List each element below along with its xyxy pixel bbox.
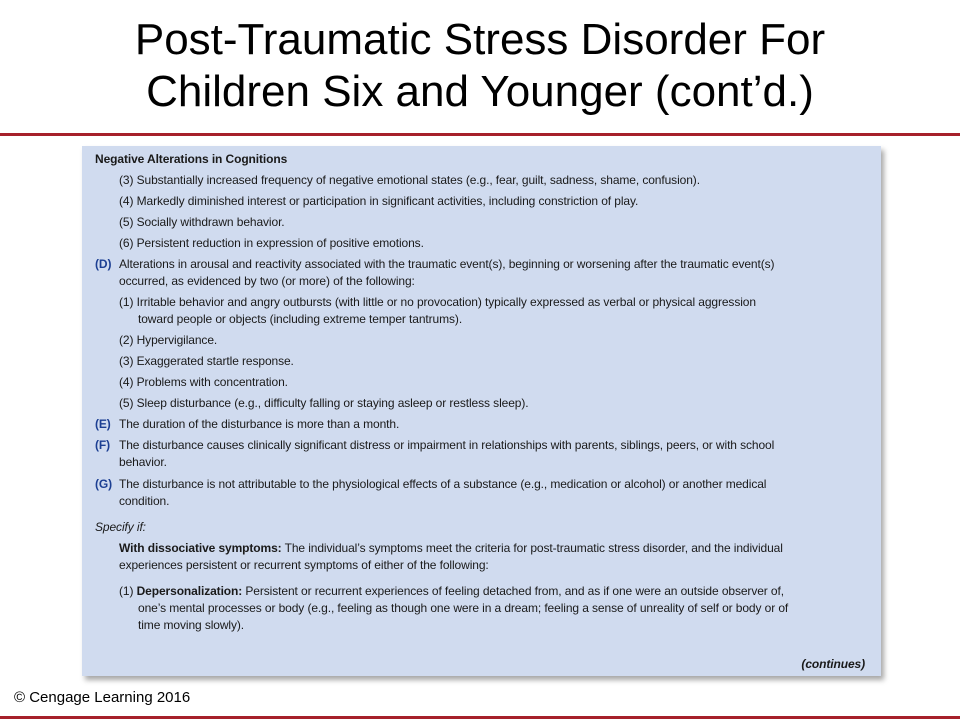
criterion-e-text: The duration of the disturbance is more than a month. [119,417,400,431]
depersonalization-text-1: Persistent or recurrent experiences of feeling detached from, and as if one were an outside observer of, [242,584,784,598]
d-item-1-line-2: toward people or objects (including extreme temper tantrums). [138,312,463,326]
d-item-1-line-1: (1) Irritable behavior and angry outbursts (with little or no provocation) typically expressed as verbal or physical aggression [119,295,756,309]
dissociative-text-1: The individual’s symptoms meet the criteria for post-traumatic stress disorder, and the individual [281,541,783,555]
depersonalization-heading: Depersonalization: [136,584,243,598]
dissociative-line-1 [119,540,783,557]
continues-label: (continues) [801,657,865,671]
title-line-1: Post-Traumatic Stress Disorder For [134,15,826,64]
criterion-g-text-1: The disturbance is not attributable to the physiological effects of a substance (e.g., medication or alcohol) or another medical [119,477,767,491]
section-heading: Negative Alterations in Cognitions [95,152,288,166]
criterion-e-letter: (E) [95,417,111,431]
dissociative-heading: With dissociative symptoms: [119,541,282,555]
criterion-d-letter: (D) [95,257,112,271]
cog-item-3: (3) Substantially increased frequency of negative emotional states (e.g., fear, guilt, sadness, shame, confusion). [119,173,700,187]
criterion-f-letter: (F) [95,438,111,452]
d-item-4: (4) Problems with concentration. [119,375,288,389]
title-line-2: Children Six and Younger (cont’d.) [146,67,814,116]
title-divider [0,133,960,136]
depersonalization-line-2: one’s mental processes or body (e.g., feeling as though one were in a dream; feeling a sense of unreality of self or body or of [138,601,789,615]
criterion-f-text-2: behavior. [119,455,167,469]
dissociative-line-2: experiences persistent or recurrent symptoms of either of the following: [119,558,489,572]
bottom-divider [0,716,960,719]
criterion-d-text-2: occurred, as evidenced by two (or more) of the following: [119,274,415,288]
cog-item-5: (5) Socially withdrawn behavior. [119,215,285,229]
criterion-g-text-2: condition. [119,494,170,508]
d-item-2: (2) Hypervigilance. [119,333,218,347]
criterion-d-text-1: Alterations in arousal and reactivity associated with the traumatic event(s), beginning or worsening after the traumatic event(s) [119,257,775,271]
depersonalization-number: (1) [119,584,137,598]
depersonalization-line-3: time moving slowly). [138,618,245,632]
copyright-notice: © Cengage Learning 2016 [14,689,191,706]
cog-item-6: (6) Persistent reduction in expression of positive emotions. [119,236,424,250]
continues-note [801,656,865,673]
d-item-3: (3) Exaggerated startle response. [119,354,294,368]
d-item-5: (5) Sleep disturbance (e.g., difficulty falling or staying asleep or restless sleep). [119,396,529,410]
cog-item-4: (4) Markedly diminished interest or participation in significant activities, including constriction of play. [119,194,639,208]
depersonalization-line-1 [119,583,784,600]
criterion-g-letter: (G) [95,477,113,491]
specify-label: Specify if: [95,520,146,534]
slide-title [0,14,960,118]
criterion-f-text-1: The disturbance causes clinically significant distress or impairment in relationships with parents, siblings, peers, or with school [119,438,775,452]
